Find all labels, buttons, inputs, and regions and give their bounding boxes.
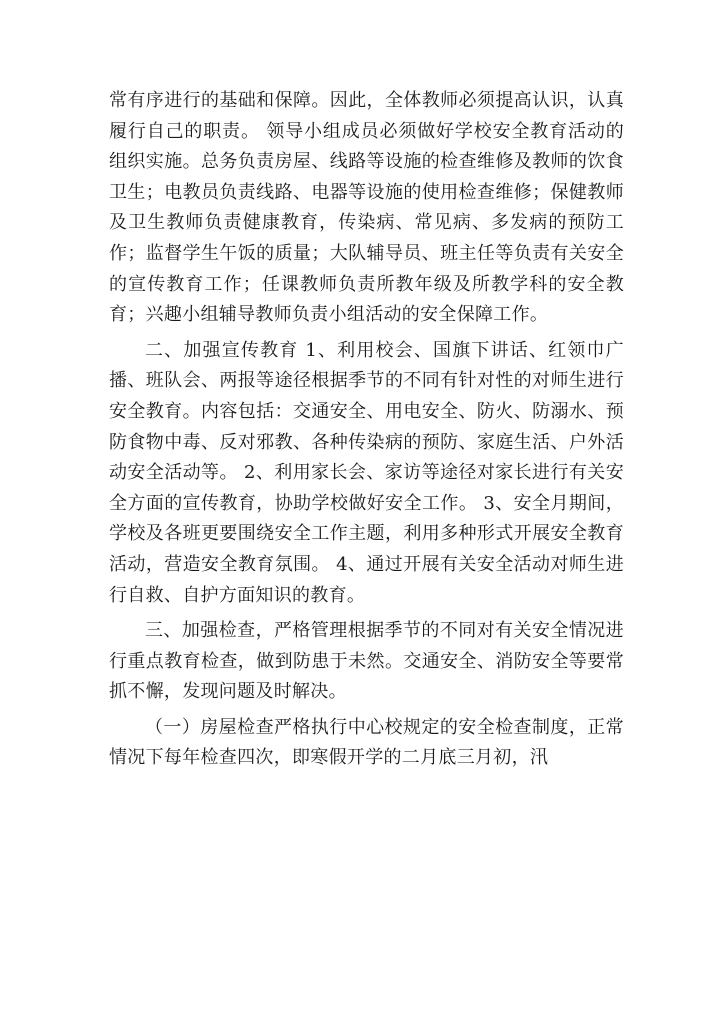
paragraph-publicity-education: 二、加强宣传教育 1、利用校会、国旗下讲话、红领巾广播、班队会、两报等途径根据季节的不同有针对性的对师生进行安全教育。内容包括：交通安全、用电安全、防火、防溺水、预防食物中毒、反对邪教、各种传染病的预防、家庭生活、户外活动安全活动等。 2、利用家长会、家访等途径对家长进行有关安全方面的宣传教育，协助学校做好安全工作。 3、安全月期间，学校及各班更要围绕安全工作主题，利用多种形式开展安全教育活动，营造安全教育氛围。 4、通过开展有关安全活动对师生进行自救、自护方面知识的教育。 (109, 339, 624, 606)
paragraph-building-inspection: （一）房屋检查严格执行中心校规定的安全检查制度，正常情况下每年检查四次，即寒假开学的二月底三月初，汛 (109, 716, 624, 769)
document-body (109, 86, 624, 779)
paragraph-inspection-management: 三、加强检查，严格管理根据季节的不同对有关安全情况进行重点教育检查，做到防患于未然。交通安全、消防安全等要常抓不懈，发现问题及时解决。 (109, 620, 624, 703)
paragraph-responsibilities: 常有序进行的基础和保障。因此，全体教师必须提高认识，认真履行自己的职责。 领导小组成员必须做好学校安全教育活动的组织实施。总务负责房屋、线路等设施的检查维修及教师的饮食卫生；电教员负责线路、电器等设施的使用检查维修；保健教师及卫生教师负责健康教育，传染病、常见病、多发病的预防工作；监督学生午饭的质量；大队辅导员、班主任等负责有关安全的宣传教育工作；任课教师负责所教年级及所教学科的安全教育；兴趣小组辅导教师负责小组活动的安全保障工作。 (109, 90, 624, 326)
